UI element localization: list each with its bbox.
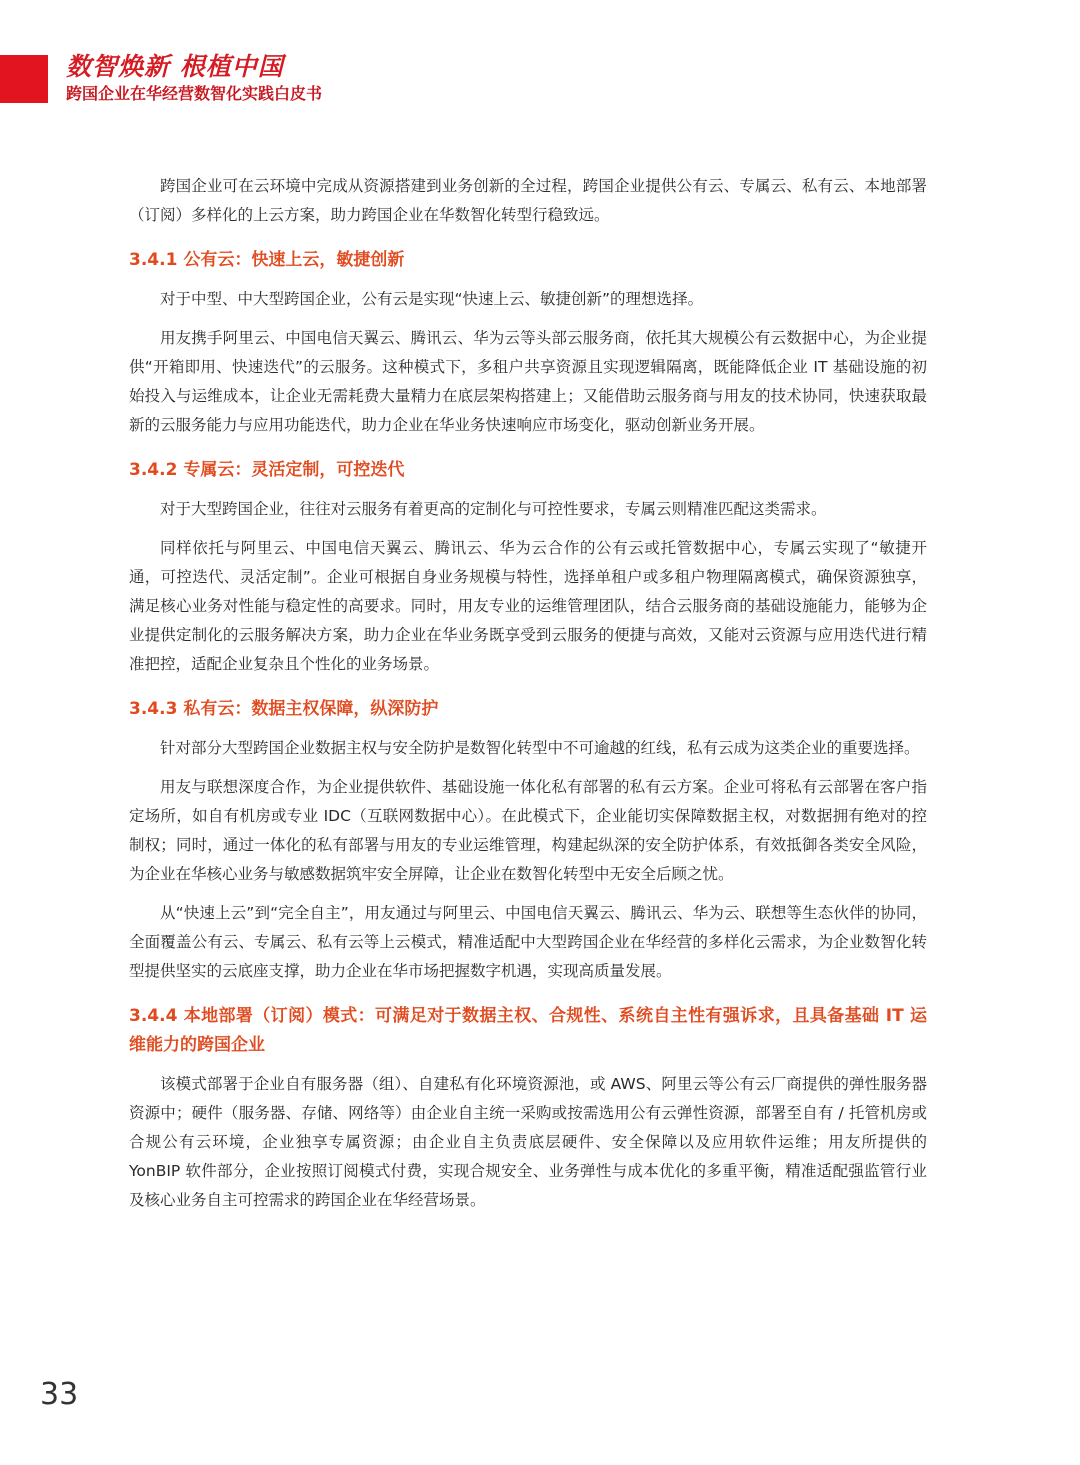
paragraph: 对于大型跨国企业，往往对云服务有着更高的定制化与可控性要求，专属云则精准匹配这类需求。 — [160, 500, 827, 518]
header-slogan: 数智焕新 根植中国 — [66, 52, 284, 81]
section-heading-on-premise: 3.4.4 本地部署（订阅）模式：可满足对于数据主权、合规性、系统自主性有强诉求，且具备基础 IT 运维能力的跨国企业 — [129, 1006, 927, 1055]
section-heading-public-cloud: 3.4.1 公有云：快速上云，敏捷创新 — [129, 250, 405, 270]
paragraph: 从“快速上云”到“完全自主”，用友通过与阿里云、中国电信天翼云、腾讯云、华为云、联想等生态伙伴的协同，全面覆盖公有云、专属云、私有云等上云模式，精准适配中大型跨国企业在华经营的多样化云需求，为企业数智化转型提供坚实的云底座支撑，助力企业在华市场把握数字机遇，实现高质量发展。 — [129, 904, 927, 980]
intro-paragraph: 跨国企业可在云环境中完成从资源搭建到业务创新的全过程，跨国企业提供公有云、专属云、私有云、本地部署（订阅）多样化的上云方案，助力跨国企业在华数智化转型行稳致远。 — [129, 177, 927, 224]
paragraph: 对于中型、中大型跨国企业，公有云是实现“快速上云、敏捷创新”的理想选择。 — [160, 290, 704, 308]
document-body — [129, 172, 927, 1225]
paragraph: 用友携手阿里云、中国电信天翼云、腾讯云、华为云等头部云服务商，依托其大规模公有云数据中心，为企业提供“开箱即用、快速迭代”的云服务。这种模式下，多租户共享资源且实现逻辑隔离，既能降低企业 IT 基础设施的初始投入与运维成本，让企业无需耗费大量精力在底层架构搭建上；又能借助云服务商与用友的技术协同，快速获取最新的云服务能力与应用功能迭代，助力企业在华业务快速响应市场变化，驱动创新业务开展。 — [129, 329, 927, 434]
section-heading-private-cloud: 3.4.3 私有云：数据主权保障，纵深防护 — [129, 699, 439, 719]
paragraph: 同样依托与阿里云、中国电信天翼云、腾讯云、华为云合作的公有云或托管数据中心，专属云实现了“敏捷开通，可控迭代、灵活定制”。企业可根据自身业务规模与特性，选择单租户或多租户物理隔离模式，确保资源独享，满足核心业务对性能与稳定性的高要求。同时，用友专业的运维管理团队，结合云服务商的基础设施能力，能够为企业提供定制化的云服务解决方案，助力企业在华业务既享受到云服务的便捷与高效，又能对云资源与应用迭代进行精准把控，适配企业复杂且个性化的业务场景。 — [129, 539, 927, 673]
header-subtitle: 跨国企业在华经营数智化实践白皮书 — [66, 84, 323, 103]
paragraph: 用友与联想深度合作，为企业提供软件、基础设施一体化私有部署的私有云方案。企业可将私有云部署在客户指定场所，如自有机房或专业 IDC（互联网数据中心）。在此模式下，企业能切实保障数据主权，对数据拥有绝对的控制权；同时，通过一体化的私有部署与用友的专业运维管理，构建起纵深的安全防护体系，有效抵御各类安全风险，为企业在华核心业务与敏感数据筑牢安全屏障，让企业在数智化转型中无安全后顾之忧。 — [129, 778, 927, 883]
paragraph: 该模式部署于企业自有服务器（组）、自建私有化环境资源池，或 AWS、阿里云等公有云厂商提供的弹性服务器资源中；硬件（服务器、存储、网络等）由企业自主统一采购或按需选用公有云弹性资源，部署至自有 / 托管机房或合规公有云环境，企业独享专属资源；由企业自主负责底层硬件、安全保障以及应用软件运维；用友所提供的 YonBIP 软件部分，企业按照订阅模式付费，实现合规安全、业务弹性与成本优化的多重平衡，精准适配强监管行业及核心业务自主可控需求的跨国企业在华经营场景。 — [129, 1075, 927, 1209]
header-accent-block — [0, 55, 48, 103]
page-number: 33 — [40, 1377, 79, 1412]
section-heading-dedicated-cloud: 3.4.2 专属云：灵活定制，可控迭代 — [129, 460, 405, 480]
paragraph: 针对部分大型跨国企业数据主权与安全防护是数智化转型中不可逾越的红线，私有云成为这类企业的重要选择。 — [160, 739, 920, 757]
